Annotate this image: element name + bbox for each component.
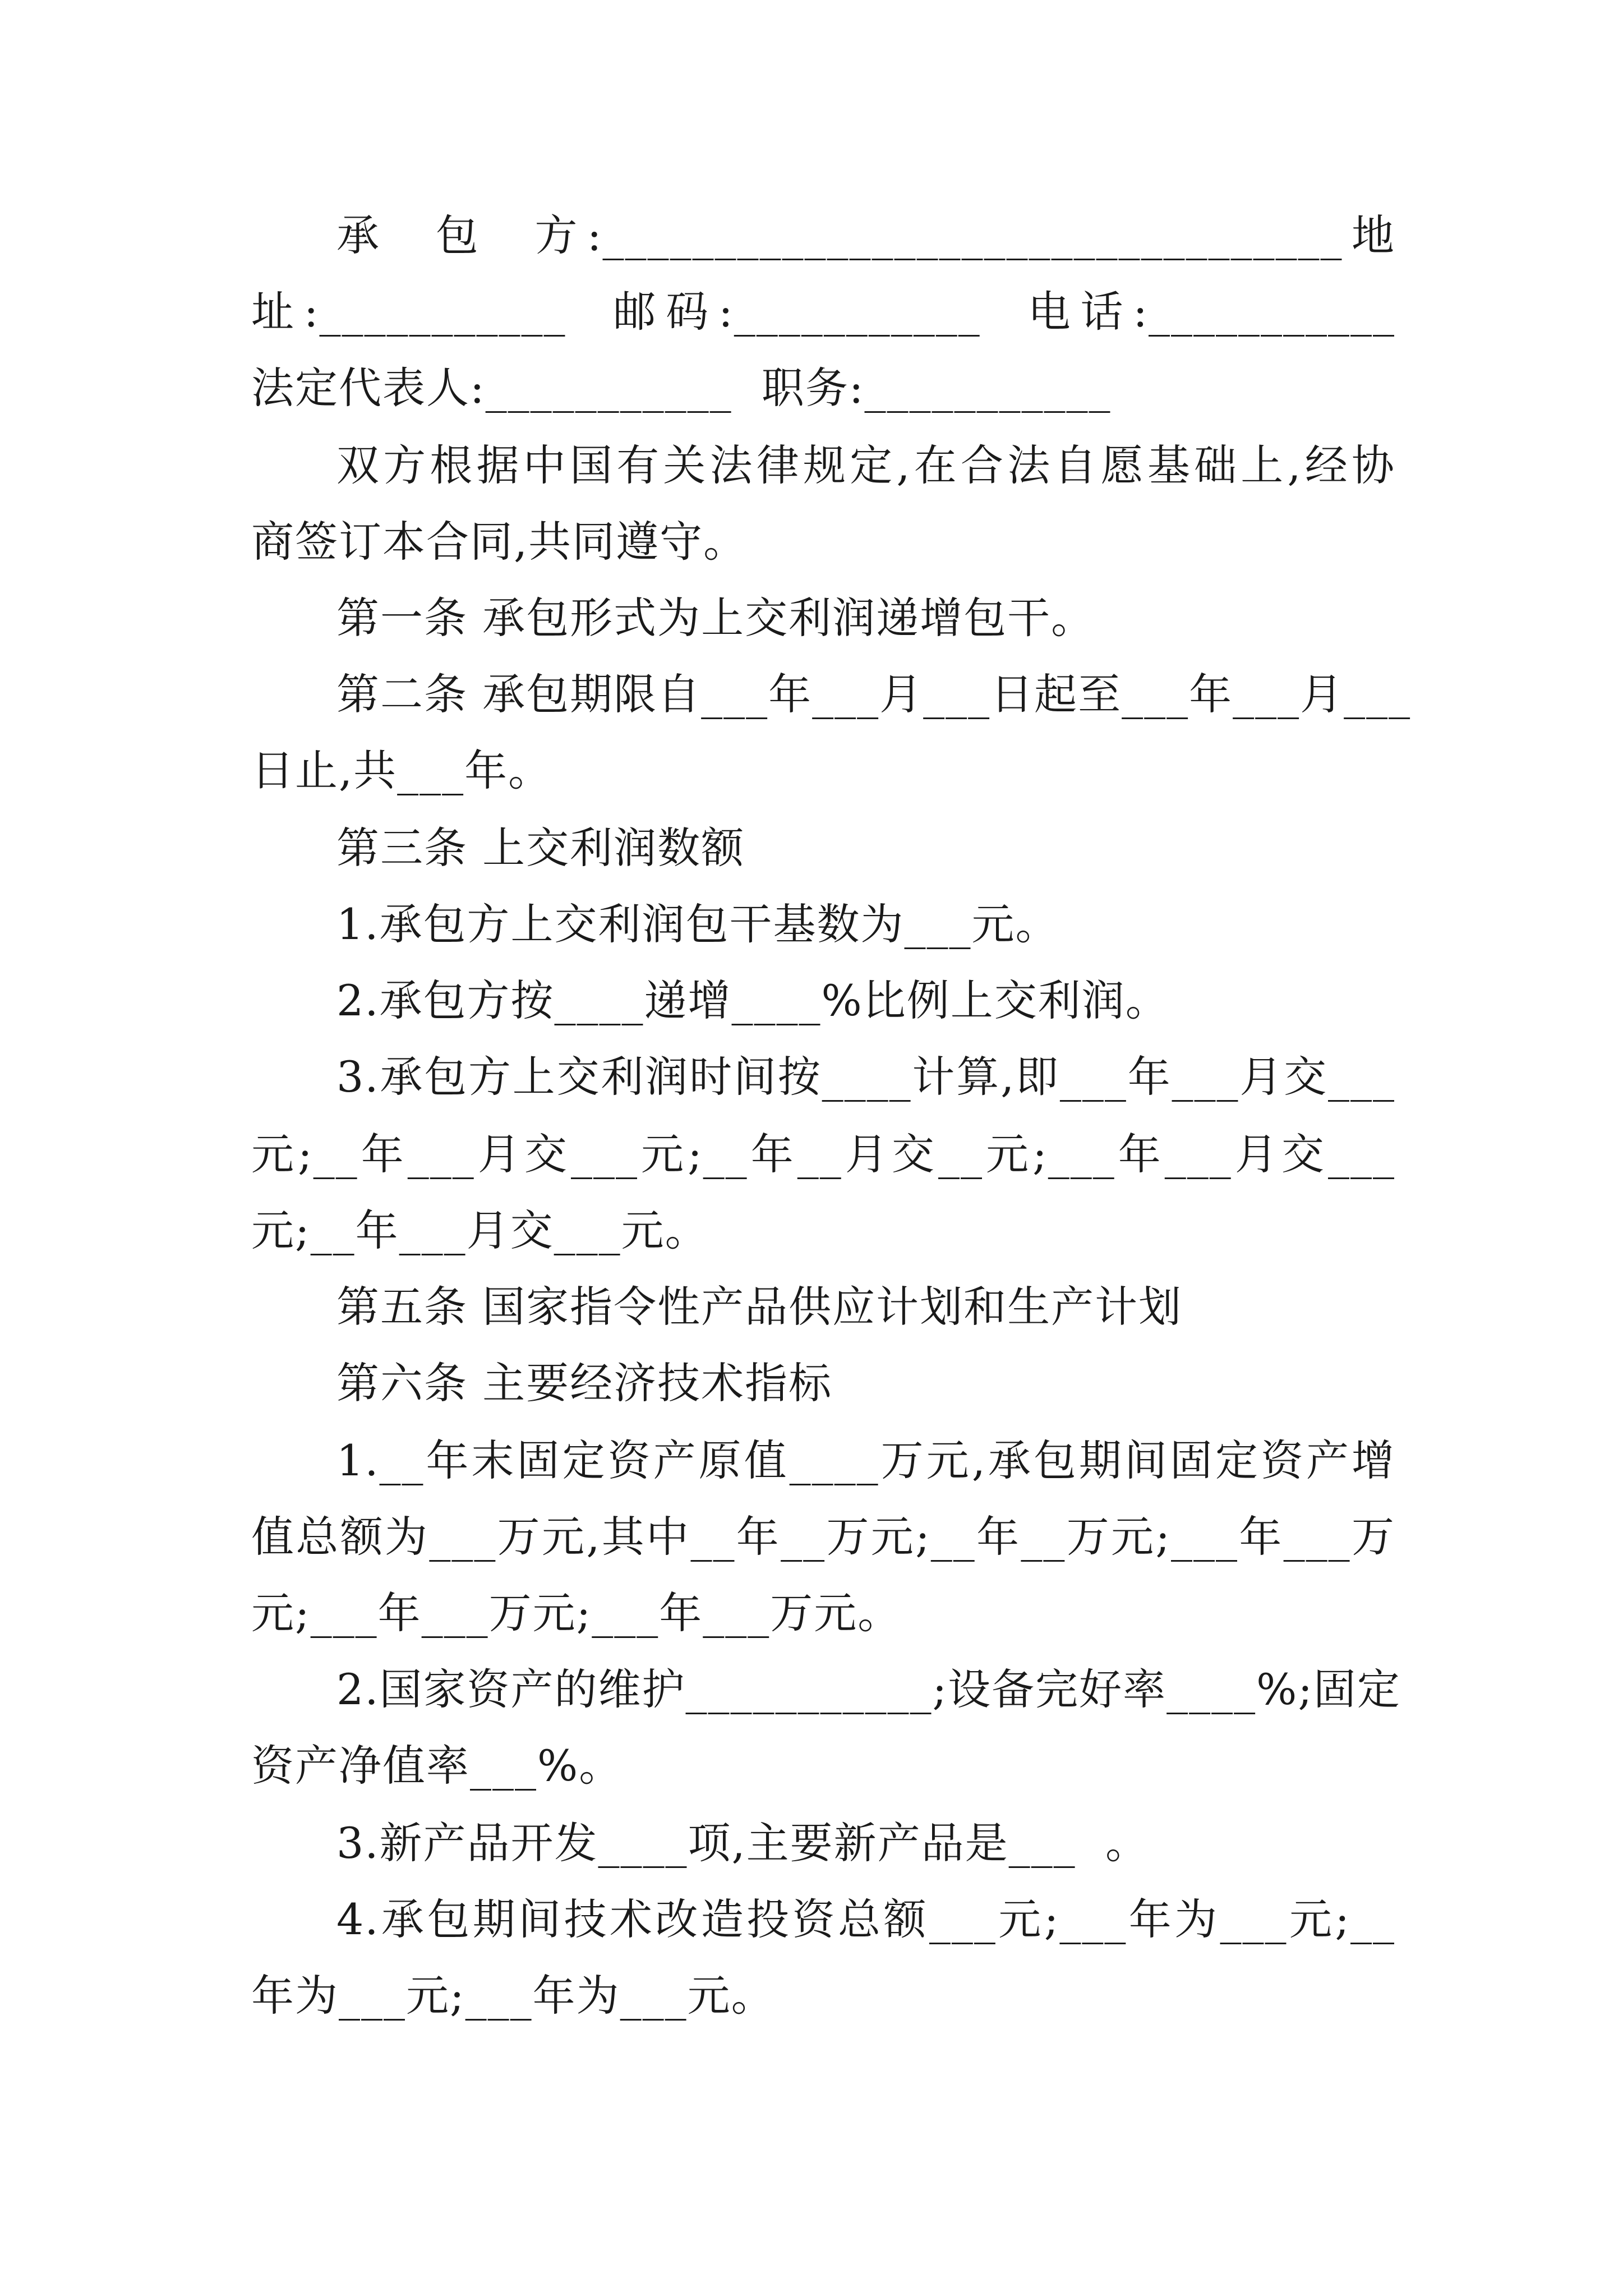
preamble-line-2: 商签订本合同,共同遵守。 xyxy=(251,517,748,567)
article-3-item-3-line-2: 元;__年___月交___元;__年__月交__元;___年___月交___ xyxy=(251,1129,1395,1179)
article-6-item-2-line-2: 资产净值率___%。 xyxy=(251,1741,623,1791)
preamble-line-1: 双方根据中国有关法律规定,在合法自愿基础上,经协 xyxy=(336,440,1395,490)
article-6-item-1-line-1: 1.__年末固定资产原值____万元,承包期间固定资产增 xyxy=(336,1435,1395,1485)
article-2-line-2: 日止,共___年。 xyxy=(251,746,552,795)
article-3-item-3-line-3: 元;__年___月交___元。 xyxy=(251,1205,709,1255)
article-6-item-4-line-2: 年为___元;___年为___元。 xyxy=(251,1971,775,2021)
contractor-line: 承 包 方:_________________________________地 xyxy=(336,210,1395,260)
article-6-item-1-line-2: 值总额为___万元,其中__年__万元;__年__万元;___年___万 xyxy=(251,1512,1395,1562)
article-6-item-2-line-1: 2.国家资产的维护___________;设备完好率____%;固定 xyxy=(336,1664,1401,1714)
legal-representative-line: 法定代表人:___________ 职务:___________ xyxy=(251,363,1112,413)
article-3-heading: 第三条 上交利润数额 xyxy=(336,823,745,873)
article-6-heading: 第六条 主要经济技术指标 xyxy=(336,1358,833,1408)
article-5: 第五条 国家指令性产品供应计划和生产计划 xyxy=(336,1282,1183,1332)
article-6-item-4-line-1: 4.承包期间技术改造投资总额___元;___年为___元;__ xyxy=(336,1894,1395,1944)
address-postcode-phone-line: 址:___________ 邮码:___________ 电话:___________ xyxy=(251,287,1395,337)
article-3-item-1: 1.承包方上交利润包干基数为___元。 xyxy=(336,899,1059,949)
article-3-item-3-line-1: 3.承包方上交利润时间按____计算,即___年___月交___ xyxy=(336,1052,1395,1102)
article-6-item-1-line-3: 元;___年___万元;___年___万元。 xyxy=(251,1588,902,1638)
article-1: 第一条 承包形式为上交利润递增包干。 xyxy=(336,593,1095,643)
article-6-item-3: 3.新产品开发____项,主要新产品是___ 。 xyxy=(336,1818,1149,1868)
article-3-item-2: 2.承包方按____递增____%比例上交利润。 xyxy=(336,976,1169,1025)
article-2-line-1: 第二条 承包期限自___年___月___日起至___年___月___ xyxy=(336,669,1412,719)
